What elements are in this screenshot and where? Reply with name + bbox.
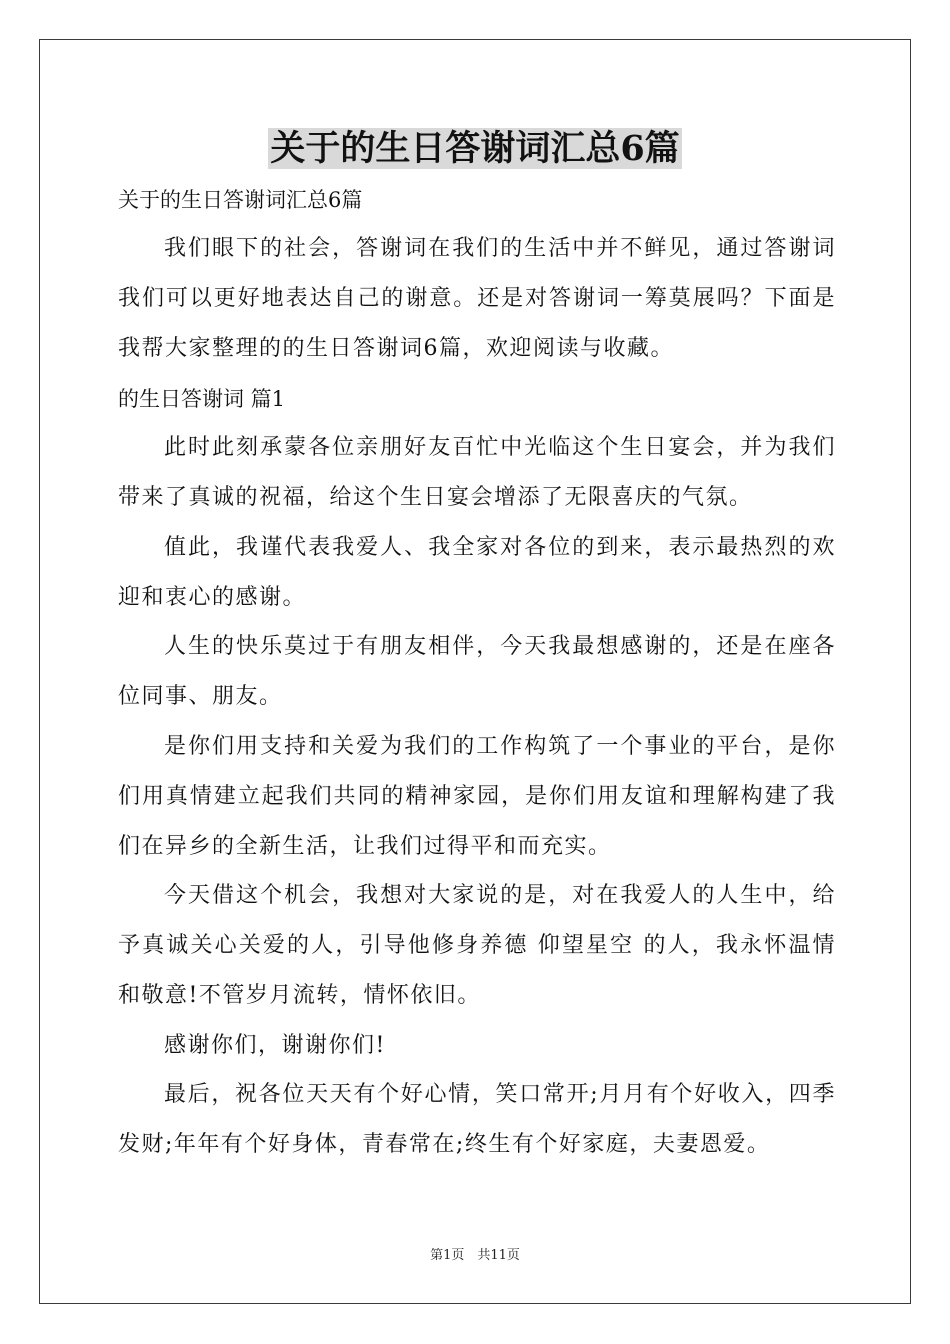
document-title-text: 关于的生日答谢词汇总6篇 xyxy=(270,128,680,169)
document-title xyxy=(0,124,950,174)
intro-paragraph: 我们眼下的社会，答谢词在我们的生活中并不鲜见，通过答谢词我们可以更好地表达自己的谢意。还是对答谢词一筹莫展吗？下面是我帮大家整理的的生日答谢词6篇，欢迎阅读与收藏。 xyxy=(118,236,836,361)
body-paragraph-5: 今天借这个机会，我想对大家说的是，对在我爱人的人生中，给予真诚关心关爱的人，引导他修身养德 仰望星空 的人，我永怀温情和敬意!不管岁月流转，情怀依旧。 xyxy=(118,883,836,1008)
document-subtitle: 关于的生日答谢词汇总6篇 xyxy=(118,188,363,212)
body-paragraph-1: 此时此刻承蒙各位亲朋好友百忙中光临这个生日宴会，并为我们带来了真诚的祝福，给这个生日宴会增添了无限喜庆的气氛。 xyxy=(118,435,836,510)
page-footer: 第1页 共11页 xyxy=(430,1248,520,1263)
body-paragraph-6: 感谢你们，谢谢你们! xyxy=(164,1033,386,1058)
body-paragraph-3: 人生的快乐莫过于有朋友相伴，今天我最想感谢的，还是在座各位同事、朋友。 xyxy=(118,634,836,709)
body-paragraph-2: 值此，我谨代表我爱人、我全家对各位的到来，表示最热烈的欢迎和衷心的感谢。 xyxy=(118,535,836,610)
body-paragraph-7: 最后，祝各位天天有个好心情，笑口常开;月月有个好收入，四季发财;年年有个好身体，青春常在;终生有个好家庭，夫妻恩爱。 xyxy=(118,1082,836,1157)
section-heading: 的生日答谢词 篇1 xyxy=(118,387,286,411)
body-paragraph-4: 是你们用支持和关爱为我们的工作构筑了一个事业的平台，是你们用真情建立起我们共同的精神家园，是你们用友谊和理解构建了我们在异乡的全新生活，让我们过得平和而充实。 xyxy=(118,734,836,859)
